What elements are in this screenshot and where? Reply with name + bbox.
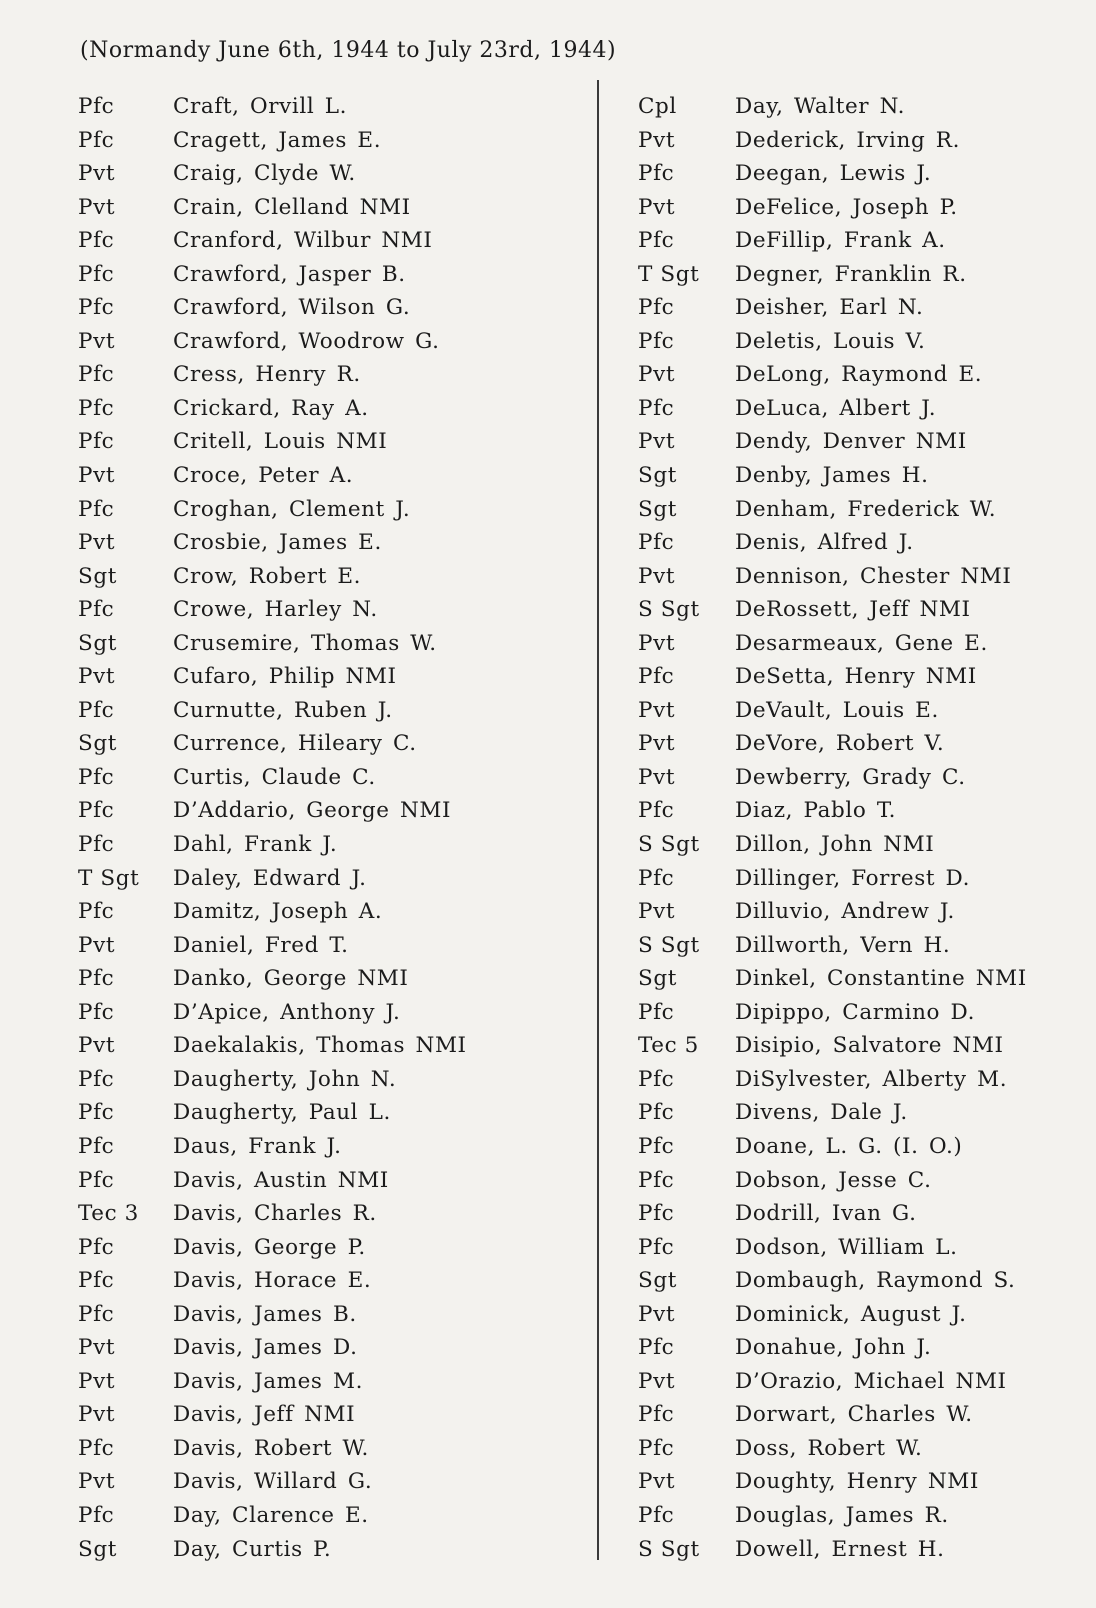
soldier-name: Crawford, Woodrow G. — [173, 328, 440, 354]
soldier-name: Crawford, Wilson G. — [173, 295, 411, 321]
roster-entry — [638, 1533, 1078, 1567]
rank-label: Pfc — [638, 1133, 675, 1159]
soldier-name: Davis, James B. — [173, 1301, 357, 1327]
roster-entry — [638, 761, 1078, 795]
soldier-name: Dominick, August J. — [735, 1301, 967, 1327]
rank-label: Pfc — [78, 295, 115, 321]
rank-label: Pfc — [78, 1167, 115, 1193]
rank-label: Sgt — [78, 630, 117, 656]
roster-entry — [638, 526, 1078, 560]
soldier-name: Crickard, Ray A. — [173, 395, 369, 421]
rank-label: Pvt — [78, 1469, 116, 1495]
roster-entry — [78, 862, 588, 896]
roster-entry — [78, 1331, 588, 1365]
rank-label: Pvt — [78, 161, 116, 187]
roster-entry — [78, 1264, 588, 1298]
roster-entry — [78, 794, 588, 828]
roster-entry — [78, 358, 588, 392]
roster-entry — [638, 157, 1078, 191]
rank-label: Pvt — [78, 1368, 116, 1394]
rank-label: Pfc — [78, 1435, 115, 1461]
soldier-name: DeLuca, Albert J. — [735, 395, 937, 421]
soldier-name: Croce, Peter A. — [173, 463, 354, 489]
rank-label: T Sgt — [638, 261, 700, 287]
roster-entry — [638, 1264, 1078, 1298]
rank-label: Pfc — [78, 1133, 115, 1159]
rank-label: Pfc — [78, 1234, 115, 1260]
rank-label: Pfc — [78, 395, 115, 421]
roster-entry — [78, 325, 588, 359]
roster-entry — [78, 660, 588, 694]
soldier-name: D’Apice, Anthony J. — [173, 999, 401, 1025]
soldier-name: Curnutte, Ruben J. — [173, 697, 393, 723]
soldier-name: Curtis, Claude C. — [173, 764, 376, 790]
soldier-name: Cranford, Wilbur NMI — [173, 228, 433, 254]
column-divider — [597, 80, 599, 1560]
roster-entry — [638, 694, 1078, 728]
rank-label: Pfc — [78, 899, 115, 925]
rank-label: Pfc — [638, 798, 675, 824]
roster-entry — [78, 459, 588, 493]
roster-entry — [638, 90, 1078, 124]
roster-entry — [78, 1231, 588, 1265]
roster-entry — [638, 1197, 1078, 1231]
soldier-name: Daley, Edward J. — [173, 865, 367, 891]
rank-label: Pfc — [638, 1335, 675, 1361]
roster-entry — [78, 191, 588, 225]
roster-entry — [78, 258, 588, 292]
soldier-name: DeRossett, Jeff NMI — [735, 597, 971, 623]
rank-label: Pvt — [638, 764, 676, 790]
soldier-name: Damitz, Joseph A. — [173, 899, 383, 925]
roster-entry — [78, 124, 588, 158]
rank-label: Sgt — [638, 463, 677, 489]
soldier-name: Dodrill, Ivan G. — [735, 1201, 917, 1227]
soldier-name: Daekalakis, Thomas NMI — [173, 1033, 467, 1059]
soldier-name: Dinkel, Constantine NMI — [735, 966, 1027, 992]
roster-entry — [78, 929, 588, 963]
roster-entry — [638, 1130, 1078, 1164]
rank-label: Sgt — [638, 1268, 677, 1294]
roster-entry — [638, 593, 1078, 627]
roster-entry — [638, 392, 1078, 426]
rank-label: Pvt — [78, 1335, 116, 1361]
soldier-name: Denby, James H. — [735, 463, 929, 489]
soldier-name: DeFillip, Frank A. — [735, 228, 946, 254]
rank-label: Pfc — [78, 1066, 115, 1092]
rank-label: Pvt — [78, 463, 116, 489]
soldier-name: Divens, Dale J. — [735, 1100, 908, 1126]
roster-entry — [78, 1029, 588, 1063]
roster-left-column — [78, 90, 588, 1566]
roster-entry — [78, 627, 588, 661]
rank-label: Pvt — [638, 1469, 676, 1495]
soldier-name: Cufaro, Philip NMI — [173, 664, 397, 690]
roster-right-column — [638, 90, 1078, 1566]
rank-label: S Sgt — [638, 1536, 700, 1562]
soldier-name: Disipio, Salvatore NMI — [735, 1033, 1004, 1059]
rank-label: Tec 5 — [638, 1033, 699, 1059]
rank-label: Pfc — [78, 1268, 115, 1294]
soldier-name: Cragett, James E. — [173, 127, 382, 153]
roster-entry — [78, 90, 588, 124]
roster-entry — [78, 1197, 588, 1231]
rank-label: Pfc — [638, 295, 675, 321]
soldier-name: Dobson, Jesse C. — [735, 1167, 932, 1193]
roster-entry — [638, 660, 1078, 694]
soldier-name: Day, Walter N. — [735, 94, 906, 119]
soldier-name: Dahl, Frank J. — [173, 832, 338, 858]
roster-entry — [638, 962, 1078, 996]
rank-label: Pfc — [638, 228, 675, 254]
rank-label: Pfc — [78, 1100, 115, 1126]
soldier-name: Daugherty, Paul L. — [173, 1100, 391, 1126]
rank-label: Cpl — [638, 94, 677, 119]
rank-label: Pfc — [78, 228, 115, 254]
roster-entry — [638, 1499, 1078, 1533]
roster-entry — [78, 560, 588, 594]
rank-label: Sgt — [78, 731, 117, 757]
roster-entry — [638, 258, 1078, 292]
roster-entry — [78, 1298, 588, 1332]
roster-entry — [638, 929, 1078, 963]
roster-entry — [78, 1365, 588, 1399]
roster-entry — [78, 828, 588, 862]
soldier-name: Denham, Frederick W. — [735, 496, 997, 522]
soldier-name: Crusemire, Thomas W. — [173, 630, 437, 656]
soldier-name: DeFelice, Joseph P. — [735, 194, 958, 220]
roster-entry — [78, 1533, 588, 1567]
roster-entry — [78, 1398, 588, 1432]
soldier-name: Critell, Louis NMI — [173, 429, 388, 455]
rank-label: Pfc — [638, 1066, 675, 1092]
roster-entry — [78, 1096, 588, 1130]
roster-entry — [78, 761, 588, 795]
rank-label: Pfc — [78, 1502, 115, 1528]
soldier-name: Dederick, Irving R. — [735, 127, 960, 153]
rank-label: Pvt — [78, 1033, 116, 1059]
rank-label: Pfc — [78, 697, 115, 723]
soldier-name: Day, Curtis P. — [173, 1536, 332, 1562]
soldier-name: DeLong, Raymond E. — [735, 362, 983, 388]
soldier-name: Donahue, John J. — [735, 1335, 932, 1361]
rank-label: Pfc — [78, 429, 115, 455]
rank-label: Pfc — [638, 161, 675, 187]
rank-label: Pvt — [638, 1301, 676, 1327]
rank-label: Pvt — [78, 194, 116, 220]
soldier-name: Denis, Alfred J. — [735, 530, 914, 556]
soldier-name: Daugherty, John N. — [173, 1066, 397, 1092]
soldier-name: Dillinger, Forrest D. — [735, 865, 971, 891]
roster-entry — [638, 1465, 1078, 1499]
rank-label: Pfc — [638, 865, 675, 891]
soldier-name: Danko, George NMI — [173, 966, 409, 992]
soldier-name: Davis, George P. — [173, 1234, 366, 1260]
soldier-name: Deletis, Louis V. — [735, 328, 926, 354]
rank-label: Pfc — [78, 832, 115, 858]
roster-entry — [638, 862, 1078, 896]
soldier-name: Crawford, Jasper B. — [173, 261, 406, 287]
roster-entry — [638, 1331, 1078, 1365]
rank-label: Pvt — [638, 697, 676, 723]
soldier-name: Currence, Hileary C. — [173, 731, 417, 757]
rank-label: S Sgt — [638, 832, 700, 858]
soldier-name: Davis, Horace E. — [173, 1268, 372, 1294]
roster-entry — [638, 794, 1078, 828]
soldier-name: Daniel, Fred T. — [173, 932, 349, 958]
soldier-name: Deegan, Lewis J. — [735, 161, 932, 187]
soldier-name: Craig, Clyde W. — [173, 161, 356, 187]
soldier-name: Croghan, Clement J. — [173, 496, 411, 522]
soldier-name: Dodson, William L. — [735, 1234, 958, 1260]
soldier-name: Crow, Robert E. — [173, 563, 362, 589]
soldier-name: Davis, James D. — [173, 1335, 358, 1361]
roster-entry — [638, 459, 1078, 493]
page-header: (Normandy June 6th, 1944 to July 23rd, 1944) — [80, 38, 617, 63]
soldier-name: Day, Clarence E. — [173, 1502, 369, 1528]
rank-label: Pvt — [638, 563, 676, 589]
rank-label: Pfc — [78, 362, 115, 388]
roster-entry — [78, 493, 588, 527]
roster-entry — [638, 1096, 1078, 1130]
rank-label: Sgt — [78, 563, 117, 589]
roster-entry — [638, 291, 1078, 325]
roster-entry — [638, 627, 1078, 661]
roster-entry — [78, 996, 588, 1030]
rank-label: Pvt — [638, 1368, 676, 1394]
soldier-name: DeSetta, Henry NMI — [735, 664, 977, 690]
roster-entry — [78, 1499, 588, 1533]
rank-label: Pvt — [638, 362, 676, 388]
rank-label: Pvt — [78, 1402, 116, 1428]
roster-entry — [638, 224, 1078, 258]
roster-entry — [78, 1465, 588, 1499]
soldier-name: Davis, Jeff NMI — [173, 1402, 356, 1428]
soldier-name: Crain, Clelland NMI — [173, 194, 411, 220]
soldier-name: Dewberry, Grady C. — [735, 764, 966, 790]
rank-label: Sgt — [638, 496, 677, 522]
rank-label: Pvt — [78, 932, 116, 958]
soldier-name: Doane, L. G. (I. O.) — [735, 1133, 963, 1159]
rank-label: Pfc — [638, 1435, 675, 1461]
soldier-name: Degner, Franklin R. — [735, 261, 967, 287]
soldier-name: Davis, Charles R. — [173, 1201, 377, 1227]
rank-label: Pfc — [78, 798, 115, 824]
soldier-name: Dorwart, Charles W. — [735, 1402, 973, 1428]
rank-label: Pfc — [78, 94, 115, 119]
roster-entry — [638, 191, 1078, 225]
rank-label: Pfc — [638, 395, 675, 421]
rank-label: Pfc — [638, 1234, 675, 1260]
rank-label: T Sgt — [78, 865, 140, 891]
soldier-name: Crowe, Harley N. — [173, 597, 378, 623]
soldier-name: Dowell, Ernest H. — [735, 1536, 945, 1562]
roster-entry — [78, 1063, 588, 1097]
soldier-name: Doss, Robert W. — [735, 1435, 923, 1461]
rank-label: Pvt — [638, 731, 676, 757]
roster-entry — [78, 727, 588, 761]
roster-entry — [638, 1029, 1078, 1063]
soldier-name: Daus, Frank J. — [173, 1133, 342, 1159]
roster-entry — [78, 1164, 588, 1198]
roster-entry — [78, 593, 588, 627]
rank-label: Pfc — [78, 764, 115, 790]
roster-entry — [638, 895, 1078, 929]
rank-label: S Sgt — [638, 932, 700, 958]
soldier-name: D’Addario, George NMI — [173, 798, 452, 824]
rank-label: Pvt — [638, 429, 676, 455]
soldier-name: Dombaugh, Raymond S. — [735, 1268, 1016, 1294]
rank-label: Pfc — [78, 597, 115, 623]
rank-label: Sgt — [78, 1536, 117, 1562]
rank-label: S Sgt — [638, 597, 700, 623]
roster-entry — [638, 996, 1078, 1030]
rank-label: Pfc — [638, 1402, 675, 1428]
soldier-name: Davis, Willard G. — [173, 1469, 373, 1495]
rank-label: Pfc — [638, 328, 675, 354]
roster-entry — [78, 895, 588, 929]
rank-label: Pfc — [78, 127, 115, 153]
roster-entry — [638, 325, 1078, 359]
rank-label: Pfc — [78, 999, 115, 1025]
rank-label: Pfc — [78, 496, 115, 522]
soldier-name: Dipippo, Carmino D. — [735, 999, 976, 1025]
soldier-name: DeVore, Robert V. — [735, 731, 945, 757]
soldier-name: Dillworth, Vern H. — [735, 932, 951, 958]
roster-entry — [638, 124, 1078, 158]
rank-label: Pvt — [638, 127, 676, 153]
roster-entry — [78, 694, 588, 728]
soldier-name: Craft, Orvill L. — [173, 94, 348, 119]
rank-label: Pfc — [638, 1201, 675, 1227]
roster-entry — [78, 1130, 588, 1164]
roster-entry — [638, 358, 1078, 392]
rank-label: Pvt — [78, 530, 116, 556]
roster-entry — [638, 828, 1078, 862]
roster-entry — [638, 1398, 1078, 1432]
roster-entry — [638, 560, 1078, 594]
roster-entry — [638, 727, 1078, 761]
soldier-name: Dennison, Chester NMI — [735, 563, 1012, 589]
rank-label: Pvt — [78, 328, 116, 354]
roster-entry — [638, 1231, 1078, 1265]
roster-entry — [78, 157, 588, 191]
soldier-name: Dillon, John NMI — [735, 832, 935, 858]
roster-entry — [638, 1298, 1078, 1332]
soldier-name: DeVault, Louis E. — [735, 697, 939, 723]
rank-label: Pfc — [78, 1301, 115, 1327]
roster-entry — [78, 291, 588, 325]
soldier-name: D’Orazio, Michael NMI — [735, 1368, 1007, 1394]
rank-label: Tec 3 — [78, 1201, 139, 1227]
soldier-name: Desarmeaux, Gene E. — [735, 630, 988, 656]
soldier-name: Diaz, Pablo T. — [735, 798, 897, 824]
roster-entry — [638, 493, 1078, 527]
roster-entry — [638, 1365, 1078, 1399]
roster-entry — [78, 224, 588, 258]
soldier-name: Davis, James M. — [173, 1368, 364, 1394]
rank-label: Pvt — [78, 664, 116, 690]
roster-entry — [78, 526, 588, 560]
roster-entry — [638, 425, 1078, 459]
rank-label: Pvt — [638, 630, 676, 656]
soldier-name: Doughty, Henry NMI — [735, 1469, 979, 1495]
roster-entry — [638, 1164, 1078, 1198]
rank-label: Pfc — [638, 1502, 675, 1528]
rank-label: Pvt — [638, 899, 676, 925]
rank-label: Pvt — [638, 194, 676, 220]
soldier-name: Deisher, Earl N. — [735, 295, 924, 321]
soldier-name: Crosbie, James E. — [173, 530, 382, 556]
rank-label: Pfc — [78, 966, 115, 992]
rank-label: Pfc — [638, 530, 675, 556]
rank-label: Pfc — [638, 664, 675, 690]
rank-label: Pfc — [78, 261, 115, 287]
roster-entry — [638, 1432, 1078, 1466]
roster-entry — [78, 1432, 588, 1466]
soldier-name: Davis, Robert W. — [173, 1435, 369, 1461]
rank-label: Sgt — [638, 966, 677, 992]
rank-label: Pfc — [638, 1167, 675, 1193]
rank-label: Pfc — [638, 1100, 675, 1126]
soldier-name: Davis, Austin NMI — [173, 1167, 389, 1193]
roster-entry — [78, 392, 588, 426]
soldier-name: Douglas, James R. — [735, 1502, 949, 1528]
roster-entry — [638, 1063, 1078, 1097]
roster-entry — [78, 962, 588, 996]
soldier-name: DiSylvester, Alberty M. — [735, 1066, 1008, 1092]
rank-label: Pfc — [638, 999, 675, 1025]
soldier-name: Dilluvio, Andrew J. — [735, 899, 955, 925]
soldier-name: Cress, Henry R. — [173, 362, 361, 388]
roster-entry — [78, 425, 588, 459]
soldier-name: Dendy, Denver NMI — [735, 429, 967, 455]
